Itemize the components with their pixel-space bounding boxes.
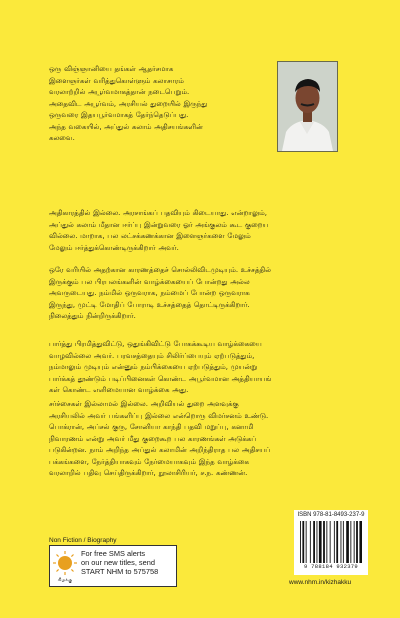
sms-line: on our new titles, send <box>81 558 155 567</box>
barcode <box>294 510 368 575</box>
text-line: நிவாரணம் என்று அவர் மீது குறைகூற பல காரணங்கள் அடுக்கப் <box>49 434 257 443</box>
text-line: அதைவிட அபூர்வம், அரசியல் துறையில் இருந்து <box>49 99 208 108</box>
author-photo <box>277 61 338 152</box>
barcode-bars-icon <box>300 521 362 563</box>
sun-logo-icon <box>52 549 78 583</box>
genre-label: Non Fiction / Biography <box>49 537 117 544</box>
text-line: அரசியலில் அவர் பங்களிப்பு இல்லை என்றொரு விமர்சனம் உண்டு. <box>49 411 269 420</box>
text-line: அப்துல் கலாம் மீதான ஈர்ப்பு இன்றுவரை ஓர் அங்குலம் கூட குறைய <box>49 220 269 229</box>
text-line: நிலைத்தும் நின்றிருக்கிறார். <box>49 312 136 320</box>
text-line: கலவை. <box>49 134 75 142</box>
text-line: பார்க்கத் தூண்டும் படிப்பினைகள் கொண்ட அபூர்வமான அத்தியாயங் <box>49 374 272 383</box>
sms-alert-box <box>49 545 177 587</box>
sms-line: START NHM to 575758 <box>81 567 159 576</box>
author-portrait-image <box>278 62 337 151</box>
publisher-website: www.nhm.in/kizhakku <box>289 579 352 586</box>
text-line: வரலாற்றில் அபூர்வமாகத்தான் நடைபெறும். <box>49 88 190 96</box>
text-line: வில்லை. மாறாக, பல லட்சக்கணக்கான இளைஞர்களை மேலும் <box>49 232 251 240</box>
text-line: அதிகாரத்தில் இல்லை. அரசாங்கப் பதவியும் கிடையாது. என்றாலும், <box>49 209 268 217</box>
text-line: ஒருவரை இதயபூர்வமாகத் தேர்ந்தெடுப்பது. <box>49 111 189 119</box>
text-line: இளைஞர்கள் வரித்துகொள்ளும் கலாசாரம் <box>49 76 184 85</box>
text-line: நம்மாலும் முடியும் என்னும் நம்பிக்கையை ஏற்படுத்தும், முயன்று <box>49 363 258 371</box>
text-line: கள் கொண்ட எளிமையான வாழ்க்கை அது. <box>49 386 189 394</box>
text-line: அந்த வகையில், அப்துல் கலாம் அதிசயங்களின் <box>49 122 203 131</box>
body-paragraph <box>49 208 349 254</box>
text-line: பக்கங்களை, நேர்த்தியாகவும் நேர்மையாகவும் இந்த வாழ்க்கை <box>49 457 249 466</box>
sms-alert-text <box>81 549 175 576</box>
text-line: சர்ச்சைகள் இல்லாமல் இல்லை. அறிவியல் துறை அளவுக்கு <box>49 400 239 408</box>
text-line: பார்த்து பிரமித்துவிட்டு, ஒதுங்கிவிட்டு போகக்கூடிய வாழ்க்கையை <box>49 340 262 348</box>
publisher-logo <box>52 549 78 583</box>
text-line: அவருடையது. நம்மில் ஒருவராக, நம்மைப் போன்ற ஒருவராக <box>49 289 250 297</box>
intro-paragraph <box>49 64 271 145</box>
text-line: இருக்கும் பல பிரபலங்களின் வாழ்க்கையைப் போன்றது அல்ல <box>49 277 250 286</box>
text-line: மேலும் ஈர்த்துக்கொண்டிருக்கிறார் அவர். <box>49 243 179 252</box>
text-line: பொக்ரான், அப்சல் குரு, சோனியா காந்தி பதவி மறுப்பு, கனாமி <box>49 423 254 431</box>
barcode-digits: 9 788184 932379 <box>303 563 358 570</box>
text-line: ஒரு விஞ்ஞானியை தங்கள் ஆதர்சமாக <box>49 65 174 73</box>
body-paragraph <box>49 265 349 323</box>
text-line: படுகின்றன. நாம் அறிந்த அப்துல் கலாமின் அறிந்திராத பல அதிசயப் <box>49 446 271 454</box>
text-line: இருந்து, முட்டி மோதிப் போராடி உச்சத்தைத் தொட்டிருக்கிறார். <box>49 300 250 309</box>
publisher-logo-text: கிழக்கு <box>57 578 73 583</box>
isbn-label: ISBN 978-81-8493-237-9 <box>297 512 365 518</box>
body-paragraph <box>49 399 349 480</box>
text-line: வாழவில்லை அவர். பரவசத்தையும் சிலிர்ப்பையும் ஏற்படுத்தும், <box>49 351 255 360</box>
sms-line: For free SMS alerts <box>81 549 146 558</box>
body-paragraph <box>49 339 349 397</box>
text-line: ஒரே வரியில் அதற்கான காரணத்தைச் சொல்லிவிடமுடியும். உச்சத்தில் <box>49 266 271 274</box>
text-line: வரலாறில் பதிவு செய்திருக்கிறார், நூலாசிரியர், ச.ந. கண்ணன். <box>49 469 248 477</box>
